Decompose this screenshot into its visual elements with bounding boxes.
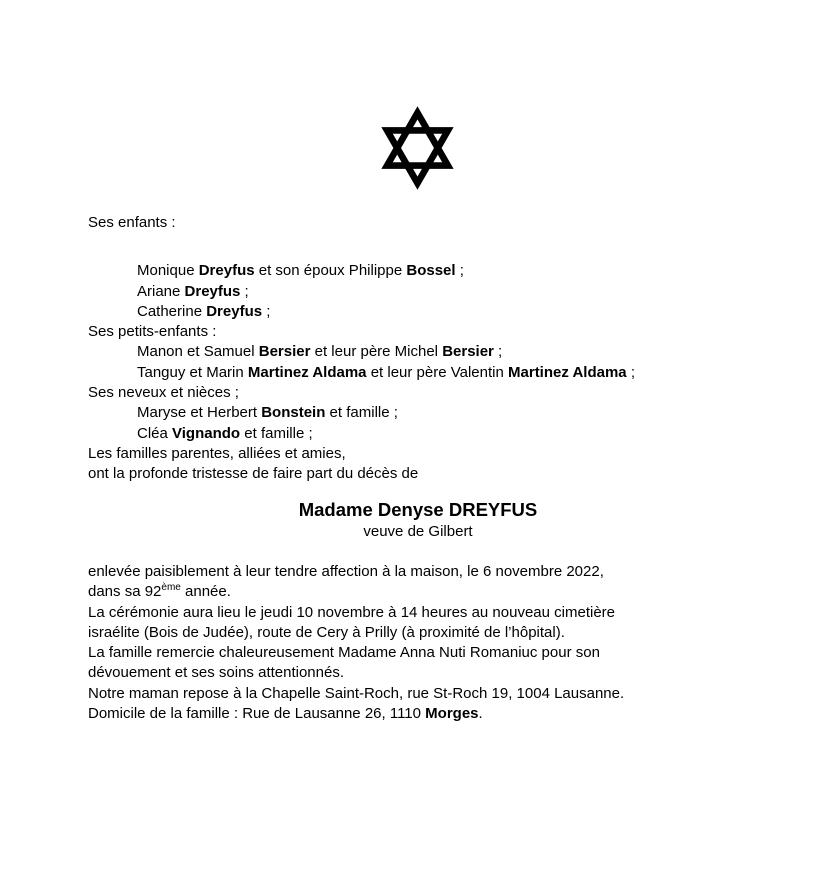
text-segment: Vignando [172, 424, 241, 442]
text-line [88, 623, 788, 643]
text-line [88, 444, 788, 464]
text-segment: ème [161, 582, 181, 594]
text-segment: dans sa 92 [88, 583, 162, 601]
family-list [88, 213, 788, 485]
text-line [88, 643, 788, 663]
text-segment: Ses neveux et nièces ; [88, 384, 239, 402]
text-segment: Martinez Aldama [508, 363, 627, 381]
text-segment: ; [493, 343, 503, 361]
text-segment: Morges [425, 705, 479, 723]
text-segment: . [478, 705, 483, 723]
text-segment: Ses petits-enfants : [88, 323, 217, 341]
text-segment: ; [240, 282, 249, 300]
text-line [88, 663, 788, 683]
deceased-title-block [88, 497, 748, 542]
text-line [88, 261, 788, 281]
text-segment: Monique [137, 262, 199, 280]
text-line [88, 684, 788, 704]
text-segment: Maryse et Herbert [137, 404, 262, 422]
text-segment: année. [180, 583, 231, 601]
text-segment: Ariane [137, 282, 185, 300]
text-line [88, 282, 788, 302]
text-line [88, 342, 788, 362]
star-of-david-icon [379, 104, 456, 192]
text-line [88, 582, 788, 602]
deceased-name: Madame Denyse DREYFUS [298, 499, 538, 520]
text-segment: Dreyfus [206, 302, 263, 320]
text-segment: Les familles parentes, alliées et amies, [88, 444, 346, 462]
header-symbol-row [0, 104, 834, 192]
text-segment: Bersier [258, 343, 311, 361]
text-line [88, 363, 788, 383]
text-line [88, 383, 788, 403]
text-line [88, 603, 788, 623]
text-segment: et famille ; [240, 424, 313, 442]
text-segment: dévouement et ses soins attentionnés. [88, 664, 344, 682]
text-segment: La cérémonie aura lieu le jeudi 10 novembre à 14 heures au nouveau cimetière [88, 603, 615, 621]
text-segment: et leur père Michel [310, 343, 443, 361]
text-segment: La famille remercie chaleureusement Madame Anna Nuti Romaniuc pour son [88, 644, 600, 662]
text-line [88, 424, 788, 444]
text-line [88, 322, 788, 342]
text-segment: Bersier [442, 343, 494, 361]
text-line [88, 464, 788, 484]
text-segment: Manon et Samuel [137, 343, 259, 361]
text-segment: Tanguy et Marin [137, 363, 248, 381]
text-segment: Notre maman repose à la Chapelle Saint-Roch, rue St-Roch 19, 1004 Lausanne. [88, 684, 625, 702]
text-segment: enlevée paisiblement à leur tendre affection à la maison, le 6 novembre 2022, [88, 563, 604, 580]
announcement-text [88, 562, 788, 724]
text-segment: Dreyfus [184, 282, 241, 300]
text-segment: ; [626, 363, 635, 381]
text-segment: Cléa [137, 424, 173, 442]
text-segment: Bossel [406, 262, 456, 280]
text-segment: Domicile de la famille : Rue de Lausanne 26, 1110 [88, 705, 426, 723]
text-segment: Dreyfus [198, 262, 255, 280]
text-segment: et leur père Valentin [366, 363, 509, 381]
text-segment: ont la profonde tristesse de faire part du décès de [88, 465, 419, 483]
text-segment: ; [455, 262, 464, 280]
text-segment: ; [262, 302, 271, 320]
text-segment: Ses enfants : [88, 214, 176, 231]
text-line [88, 562, 788, 582]
text-segment: et son époux Philippe [254, 262, 407, 280]
deceased-subtitle: veuve de Gilbert [363, 523, 473, 540]
text-line [88, 704, 788, 724]
text-segment: Bonstein [261, 404, 326, 422]
text-segment: et famille ; [325, 404, 398, 422]
text-line [88, 213, 788, 233]
text-segment: Catherine [137, 302, 207, 320]
text-line [88, 302, 788, 322]
text-segment: israélite (Bois de Judée), route de Cery à Prilly (à proximité de l’hôpital). [88, 623, 565, 641]
text-line [88, 403, 788, 423]
text-segment: Martinez Aldama [247, 363, 367, 381]
